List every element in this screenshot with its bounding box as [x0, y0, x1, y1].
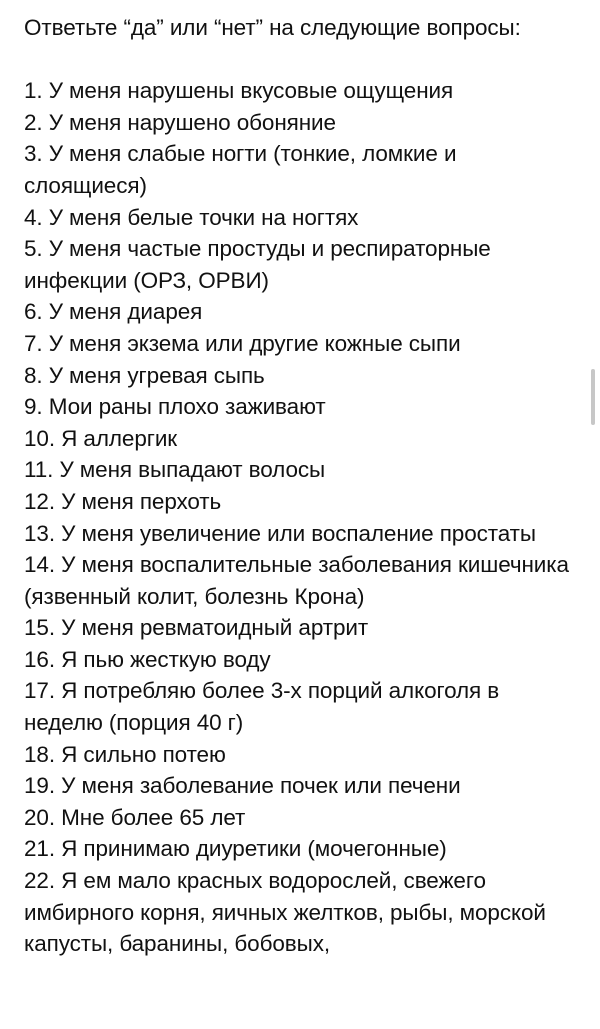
question-item: 6. У меня диарея [24, 299, 203, 325]
question-item: 19. У меня заболевание почек или печени [24, 773, 461, 799]
question-list [24, 75, 576, 960]
question-item: 2. У меня нарушено обоняние [24, 109, 336, 135]
question-item: 18. Я сильно потею [24, 741, 226, 767]
question-item: 9. Мои раны плохо заживают [24, 394, 326, 420]
question-item: 4. У меня белые точки на ногтях [24, 204, 359, 230]
document-content [24, 12, 576, 960]
question-item: 10. Я аллергик [24, 425, 178, 451]
question-item: 5. У меня частые простуды и респираторные инфекции (ОРЗ, ОРВИ) [24, 236, 491, 293]
question-item: 11. У меня выпадают волосы [24, 457, 326, 483]
vertical-scrollbar[interactable] [591, 369, 595, 425]
question-item: 8. У меня угревая сыпь [24, 362, 265, 388]
question-item: 22. Я ем мало красных водорослей, свежего имбирного корня, яичных желтков, рыбы, морской капусты, баранины, бобовых, [24, 868, 546, 957]
question-item: 15. У меня ревматоидный артрит [24, 615, 369, 641]
question-item: 17. Я потребляю более 3-х порций алкоголя в неделю (порция 40 г) [24, 678, 500, 736]
question-item: 1. У меня нарушены вкусовые ощущения [24, 78, 454, 104]
intro-text: Ответьте “да” или “нет” на следующие вопросы: [24, 15, 521, 40]
question-item: 7. У меня экзема или другие кожные сыпи [24, 330, 461, 356]
question-item: 12. У меня перхоть [24, 488, 222, 514]
question-item: 3. У меня слабые ногти (тонкие, ломкие и слоящиеся) [24, 141, 457, 198]
question-item: 16. Я пью жесткую воду [24, 646, 271, 672]
question-item: 14. У меня воспалительные заболевания кишечника (язвенный колит, болезнь Крона) [24, 552, 569, 609]
question-item: 13. У меня увеличение или воспаление простаты [24, 520, 536, 546]
question-item: 20. Мне более 65 лет [24, 804, 246, 830]
question-item: 21. Я принимаю диуретики (мочегонные) [24, 836, 447, 862]
